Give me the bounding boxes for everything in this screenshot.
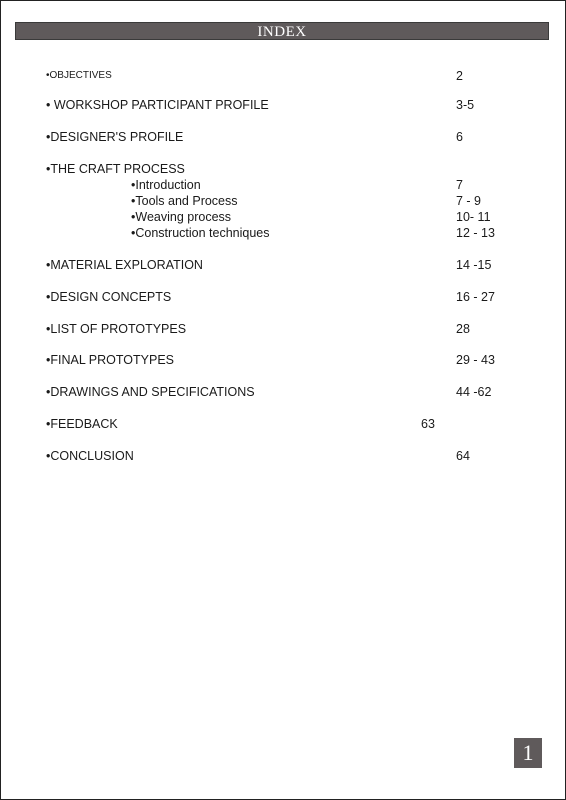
toc-page-list-of-prototypes: 28 — [456, 322, 470, 336]
toc-subentry-construction-techniques: •Construction techniques — [131, 226, 270, 240]
toc-subentry-tools-and-process: •Tools and Process — [131, 194, 238, 208]
toc-entry-list-of-prototypes: •LIST OF PROTOTYPES — [46, 322, 187, 336]
toc-entry-workshop-participant-profile: • WORKSHOP PARTICIPANT PROFILE — [46, 98, 269, 112]
toc-page-material-exploration: 14 -15 — [456, 258, 492, 272]
page-title: INDEX — [257, 24, 307, 40]
toc-page-weaving-process: 10- 11 — [456, 210, 491, 224]
toc-entry-designers-profile: •DESIGNER'S PROFILE — [46, 130, 184, 144]
toc-page-conclusion: 64 — [456, 449, 470, 463]
toc-page-final-prototypes: 29 - 43 — [456, 353, 495, 367]
toc-entry-material-exploration: •MATERIAL EXPLORATION — [46, 258, 203, 272]
toc-entry-design-concepts: •DESIGN CONCEPTS — [46, 290, 172, 304]
toc-entry-drawings-and-specifications: •DRAWINGS AND SPECIFICATIONS — [46, 385, 255, 399]
toc-subentry-weaving-process: •Weaving process — [131, 210, 232, 224]
toc-page-feedback: 63 — [421, 417, 435, 431]
page-number-box — [514, 738, 542, 768]
toc-page-workshop-participant-profile: 3-5 — [456, 98, 475, 112]
toc-page-drawings-and-specifications: 44 -62 — [456, 385, 492, 399]
toc-entry-objectives: •OBJECTIVES — [46, 70, 112, 81]
toc-page-design-concepts: 16 - 27 — [456, 290, 495, 304]
toc-entry-feedback: •FEEDBACK — [46, 417, 118, 431]
toc-page-objectives: 2 — [456, 69, 463, 83]
toc-page-designers-profile: 6 — [456, 130, 463, 144]
toc-page-introduction: 7 — [456, 178, 463, 192]
toc-page-construction-techniques: 12 - 13 — [456, 226, 495, 240]
index-title-bar — [15, 22, 549, 40]
page-number: 1 — [522, 740, 534, 765]
toc-page-tools-and-process: 7 - 9 — [456, 194, 482, 208]
toc-entry-craft-process: •THE CRAFT PROCESS — [46, 162, 185, 176]
toc-entry-conclusion: •CONCLUSION — [46, 449, 134, 463]
toc-subentry-introduction: •Introduction — [131, 178, 201, 192]
toc-entry-final-prototypes: •FINAL PROTOTYPES — [46, 353, 175, 367]
